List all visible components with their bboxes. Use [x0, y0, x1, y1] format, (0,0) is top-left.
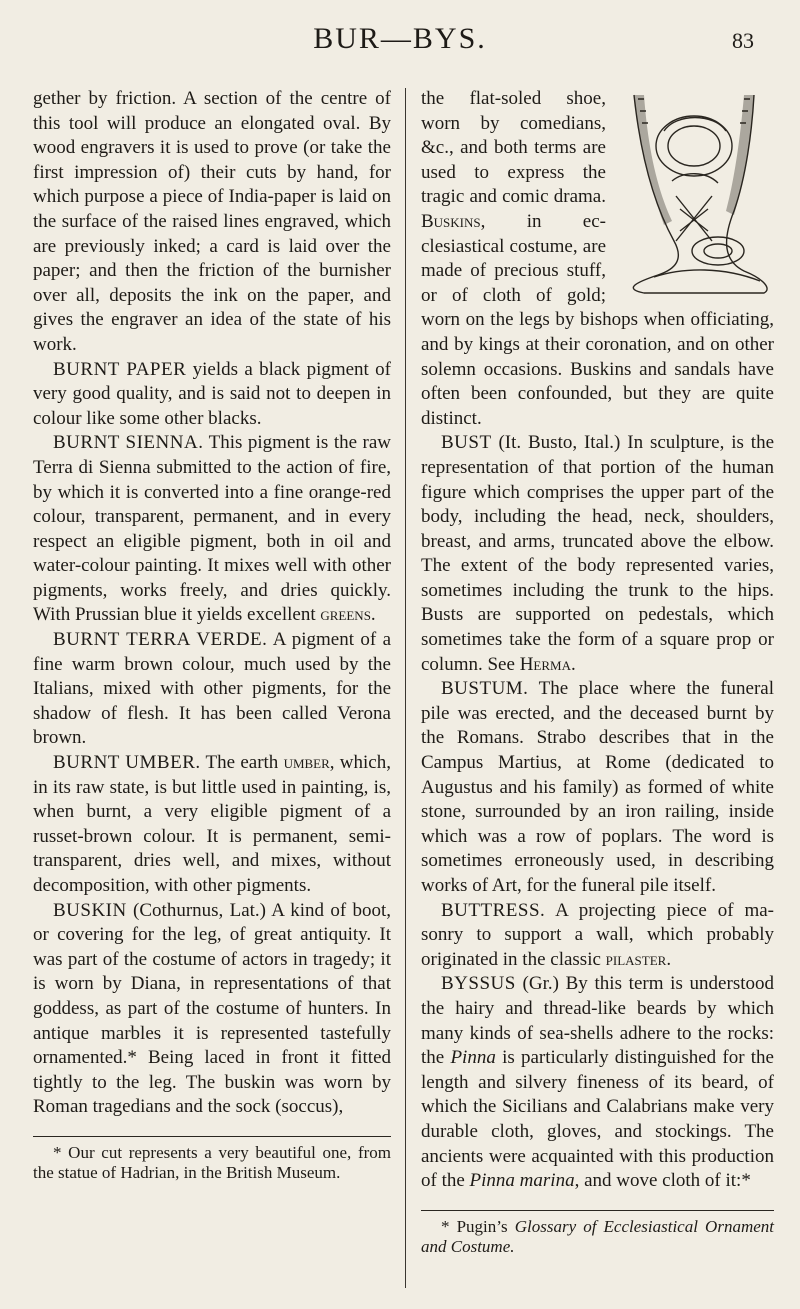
- entry-term: BURNT SIENNA.: [53, 432, 204, 454]
- entry-text: A projecting piece of masonry to support a wall, which probably originated in the classic: [421, 899, 774, 970]
- italic-term: Pinna marina: [469, 1170, 575, 1192]
- entry-byssus: [421, 972, 774, 1193]
- page-header: [0, 22, 800, 62]
- entry-term: BUST: [441, 432, 492, 454]
- entry-text: This pigment is the raw Terra di Sienna submitted to the action of fire, by which it is converted into a fine orange-red colour, transparent, permanent, and in every respect an eligible pigment, both in oil and water-colour painting. It mixes well with other pigments, works freely, and dries quickly. With Prussian blue it yields excellent: [33, 432, 392, 626]
- entry-bust: [421, 431, 774, 677]
- column-divider: [405, 88, 406, 1288]
- buskin-illustration-icon: [614, 91, 774, 296]
- cross-reference: greens.: [320, 604, 376, 626]
- running-head: BUR—BYS.: [313, 22, 487, 55]
- cross-reference: umber: [283, 752, 330, 774]
- entry-term: BUSKIN: [53, 899, 127, 921]
- entry-buttress: [421, 899, 774, 973]
- cross-reference: Buskins: [421, 210, 481, 232]
- entry-burnt-paper: [33, 358, 391, 432]
- entry-burnt-umber: [33, 751, 391, 899]
- footnote: [421, 1217, 774, 1257]
- cross-reference: Herma: [519, 653, 571, 675]
- entry-text: The earth: [200, 752, 284, 774]
- entry-text: , in ecclesiastical costume, are made of precious stuff, or of cloth of gold; worn on the legs by bishops when officiating, and by kings at their coronation, and on other solemn occasions. Buskins and sandals have often been confounded, but they are quite distinct.: [421, 210, 774, 429]
- entry-text: , and wove cloth of it:*: [574, 1170, 751, 1192]
- entry-text: , which, in its raw state, is but little used in painting, is, when burnt, a very eligible pigment of a russet-brown colour. It is permanent, semi-transparent, dries well, and mixes, without decomposition, with other pigments.: [33, 752, 391, 896]
- footnote-title: Glossary of Ecclesiastical Ornament and Costume.: [421, 1216, 774, 1256]
- left-column: [33, 87, 391, 1183]
- entry-text: In sculpture, is the representation of that portion of the human figure which comprises the upper part of the body, including the head, neck, shoulders, breast, and arms, truncated above the elbow. The extent of the body represented varies, sometimes including the trunk to the hips. Busts are supported on pedestals, which sometimes take the form of a square prop or column. See: [421, 432, 774, 675]
- page-number: 83: [732, 28, 754, 53]
- entry-buskin: [33, 899, 391, 1120]
- entry-text: A pigment of a fine warm brown colour, much used by the Italians, mixed with other pigments, for the shadow of flesh. It has been called Verona brown.: [33, 629, 392, 749]
- entry-text: the flat-soled shoe, worn by comedians, &c., and both terms are used to express the tragic and comic drama.: [421, 88, 606, 208]
- entry-bustum: [421, 677, 774, 898]
- entry-term: BURNT TERRA VERDE.: [53, 629, 268, 651]
- footnote-text: * Pugin’s: [441, 1216, 515, 1236]
- cross-reference: pilaster: [605, 948, 667, 970]
- entry-etymology: (Gr.): [515, 973, 559, 995]
- entry-term: BURNT PAPER: [53, 358, 187, 380]
- entry-etymology: (It. Busto, Ital.): [491, 432, 621, 454]
- entry-text: The place where the funeral pile was erected, and the deceased burnt by the Romans. Strabo describes that in the Campus Martius, at Rome (dedicated to Augustus and his family) as formed of white stone, surrounded by an iron railing, inside which was a row of poplars. The word is sometimes erroneously used, in describing works of Art, for the funeral pile itself.: [421, 678, 774, 896]
- entry-text: .: [666, 948, 672, 970]
- right-column: [421, 87, 774, 1257]
- entry-etymology: (Cothurnus, Lat.): [126, 899, 266, 921]
- buskin-drawing: [614, 91, 774, 296]
- entry-burnt-sienna: [33, 431, 391, 628]
- entry-term: BUSTUM.: [441, 678, 529, 700]
- footnote: * Our cut represents a very beautiful one, from the statue of Hadrian, in the British Museum.: [33, 1142, 391, 1182]
- entry-text: By this term is understood the hairy and thread-like beards by which many kinds of sea-shells adhere to the rocks: the: [421, 973, 774, 1069]
- entry-term: BUTTRESS.: [441, 899, 546, 921]
- entry-text: A kind of boot, or covering for the leg, of great antiquity. It was part of the costume of actors in tragedy; it is worn by Diana, in representations of that goddess, as part of the costume of hunters. In antique marbles it is represented tastefully ornamented.* Being laced in front it fitted tightly to the leg. The buskin was worn by Roman tragedians and the sock (soccus),: [33, 899, 391, 1118]
- footnote-rule: [421, 1210, 774, 1211]
- italic-term: Pinna: [450, 1047, 496, 1069]
- entry-text: yields a black pigment of very good quality, and is said not to deepen in colour like some other blacks.: [33, 358, 391, 429]
- entry-text: is particularly distinguished for the length and silvery fineness of its beard, of which the Sicilians and Calabrians make very durable cloth, gloves, and stockings. The ancients were acquainted with this production of the: [421, 1047, 774, 1192]
- entry-burnt-terra-verde: [33, 628, 391, 751]
- entry-term: BURNT UMBER.: [53, 752, 201, 774]
- paragraph-burnisher-cont: gether by friction. A section of the centre of this tool will produce an elongated oval. By wood engravers it is used to prove (or take the first impression of) their cuts by hand, for which purpose a piece of India-paper is laid on the surface of the raised lines engraved, which are previously inked; a card is laid over the paper; and then the friction of the burnisher over all, deposits the ink on the paper, and gives the engraver an idea of the state of his work.: [33, 88, 391, 355]
- entry-text: .: [570, 653, 576, 675]
- footnote-rule: [33, 1136, 391, 1137]
- entry-term: BYSSUS: [441, 973, 516, 995]
